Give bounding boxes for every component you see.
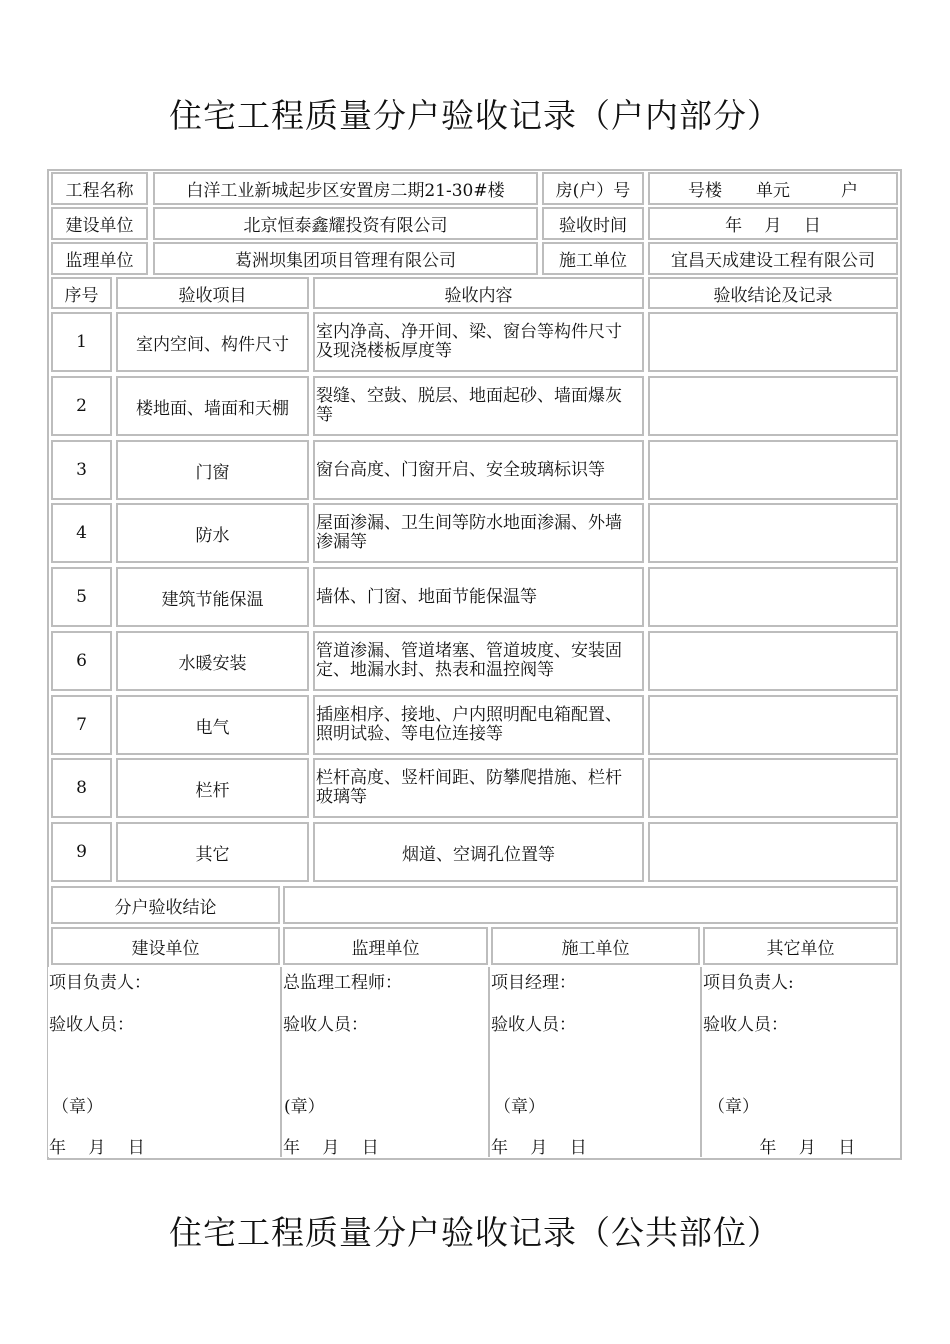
signature-block-other (702, 967, 900, 1157)
column-header-result: 验收结论及记录 (648, 277, 898, 309)
signature-date: 年 月 日 (283, 1138, 379, 1158)
room-number-value: 号楼 单元 户 (648, 172, 898, 205)
row-7-result[interactable] (648, 695, 898, 755)
signature-block-contractor (490, 967, 702, 1157)
signature-person: 项目负责人： (49, 973, 151, 993)
row-4-content: 屋面渗漏、卫生间等防水地面渗漏、外墙渗漏等 (313, 503, 644, 563)
row-3-content: 窗台高度、门窗开启、安全玻璃标识等 (313, 440, 644, 500)
page-title-indoor: 住宅工程质量分户验收记录（户内部分） (169, 96, 781, 135)
builder-value: 北京恒泰鑫耀投资有限公司 (153, 207, 538, 240)
row-6-item: 水暖安装 (116, 631, 309, 691)
row-1-no: 1 (51, 312, 112, 372)
conclusion-value[interactable] (283, 886, 898, 924)
row-2-result[interactable] (648, 376, 898, 436)
signature-inspector: 验收人员： (703, 1015, 788, 1035)
row-7-item: 电气 (116, 695, 309, 755)
row-3-item: 门窗 (116, 440, 309, 500)
row-3-result[interactable] (648, 440, 898, 500)
row-7-no: 7 (51, 695, 112, 755)
row-2-item: 楼地面、墙面和天棚 (116, 376, 309, 436)
row-5-content: 墙体、门窗、地面节能保温等 (313, 567, 644, 627)
contractor-label: 施工单位 (542, 242, 644, 275)
column-header-content: 验收内容 (313, 277, 644, 309)
signature-person: 项目经理： (491, 973, 576, 993)
signature-inspector: 验收人员： (283, 1015, 368, 1035)
row-8-content: 栏杆高度、竖杆间距、防攀爬措施、栏杆玻璃等 (313, 758, 644, 818)
row-4-item: 防水 (116, 503, 309, 563)
signature-date: 年 月 日 (703, 1138, 856, 1158)
row-5-result[interactable] (648, 567, 898, 627)
project-name-value: 白洋工业新城起步区安置房二期21-30#楼 (153, 172, 538, 205)
row-1-result[interactable] (648, 312, 898, 372)
row-4-no: 4 (51, 503, 112, 563)
signature-unit-other: 其它单位 (703, 927, 898, 965)
signature-seal: （章） (52, 1097, 103, 1117)
row-2-content: 裂缝、空鼓、脱层、地面起砂、墙面爆灰等 (313, 376, 644, 436)
project-name-label: 工程名称 (51, 172, 148, 205)
row-8-item: 栏杆 (116, 758, 309, 818)
conclusion-label: 分户验收结论 (51, 886, 280, 924)
signature-seal: （章） (708, 1097, 759, 1117)
supervisor-value: 葛洲坝集团项目管理有限公司 (153, 242, 538, 275)
row-2-no: 2 (51, 376, 112, 436)
row-1-content: 室内净高、净开间、梁、窗台等构件尺寸及现浇楼板厚度等 (313, 312, 644, 372)
signature-unit-supervisor: 监理单位 (283, 927, 488, 965)
row-4-result[interactable] (648, 503, 898, 563)
column-header-item: 验收项目 (116, 277, 309, 309)
signature-block-builder (48, 967, 282, 1157)
row-5-item: 建筑节能保温 (116, 567, 309, 627)
signature-person: 总监理工程师： (283, 973, 402, 993)
row-7-content: 插座相序、接地、户内照明配电箱配置、照明试验、等电位连接等 (313, 695, 644, 755)
signature-block-supervisor (282, 967, 490, 1157)
page-title-public: 住宅工程质量分户验收记录（公共部位） (169, 1213, 781, 1252)
row-6-content: 管道渗漏、管道堵塞、管道坡度、安装固定、地漏水封、热表和温控阀等 (313, 631, 644, 691)
row-5-no: 5 (51, 567, 112, 627)
row-9-no: 9 (51, 822, 112, 882)
row-8-no: 8 (51, 758, 112, 818)
signature-date: 年 月 日 (491, 1138, 587, 1158)
room-number-label: 房(户）号 (542, 172, 644, 205)
row-9-content: 烟道、空调孔位置等 (313, 822, 644, 882)
row-8-result[interactable] (648, 758, 898, 818)
row-1-item: 室内空间、构件尺寸 (116, 312, 309, 372)
signature-seal: (章） (284, 1097, 325, 1117)
signature-inspector: 验收人员： (49, 1015, 134, 1035)
signature-person: 项目负责人: (703, 973, 794, 993)
builder-label: 建设单位 (51, 207, 148, 240)
supervisor-label: 监理单位 (51, 242, 148, 275)
row-9-item: 其它 (116, 822, 309, 882)
signature-unit-contractor: 施工单位 (491, 927, 700, 965)
signature-unit-builder: 建设单位 (51, 927, 280, 965)
row-6-result[interactable] (648, 631, 898, 691)
signature-inspector: 验收人员： (491, 1015, 576, 1035)
acceptance-time-value: 年 月 日 (648, 207, 898, 240)
contractor-value: 宜昌天成建设工程有限公司 (648, 242, 898, 275)
signature-date: 年 月 日 (49, 1138, 145, 1158)
row-6-no: 6 (51, 631, 112, 691)
acceptance-time-label: 验收时间 (542, 207, 644, 240)
signature-seal: （章） (494, 1097, 545, 1117)
column-header-no: 序号 (51, 277, 112, 309)
row-9-result[interactable] (648, 822, 898, 882)
row-3-no: 3 (51, 440, 112, 500)
